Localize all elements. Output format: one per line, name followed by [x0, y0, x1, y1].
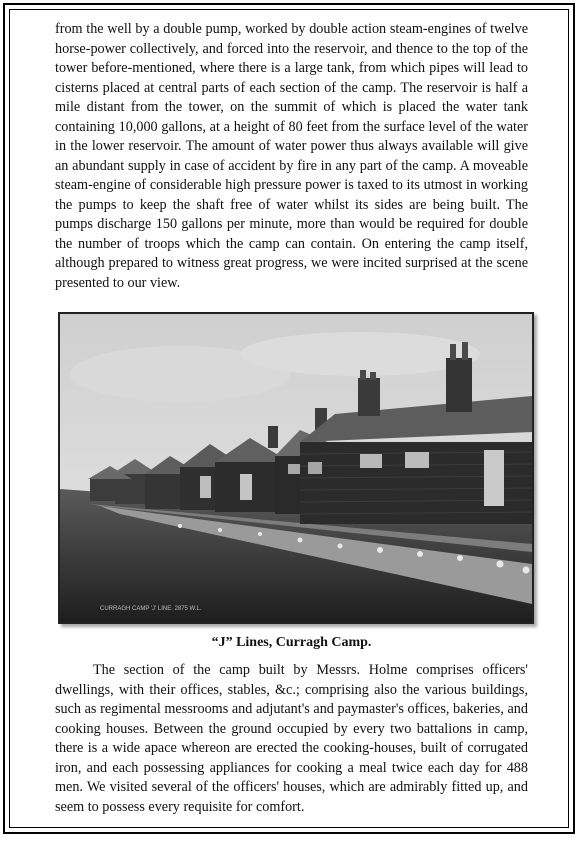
photo-inscription: CURRAGH CAMP 'J' LINE. 2875 W.L.: [100, 606, 202, 612]
paragraph-2: The section of the camp built by Messrs. Holme comprises officers' dwellings, with their offices, stables, &c.; comprising also the various buildings, such as regimental messrooms and adjutant's and paymaster's offices, bakeries, and cooking houses. Between the ground occupied by every two battalions in camp, there is a wide apace whereon are erected the cooking-houses, built of corrugated iron, and each possessing appliances for cooking a meal twice each day for 488 men. We visited several of the officers' houses, which are admirably fitted up, and seem to possess every requisite for comfort.: [55, 662, 528, 815]
photograph-j-lines: [58, 312, 534, 624]
paragraph-1: from the well by a double pump, worked by double action steam-engines of twelve horse-power collectively, and forced into the reservoir, and thence to the top of the tower before-mentioned, where there is a large tank, from which pipes will lead to cisterns placed at central parts of each section of the camp. The reservoir is half a mile distant from the tower, on the summit of which is placed the water tank containing 10,000 gallons, at a height of 80 feet from the surface level of the water in the lower reservoir. The amount of water power thus always available will give an abundant supply in case of accident by fire in any part of the camp. A moveable steam-engine of considerable high pressure power is taxed to its utmost in working the pumps to keep the shaft free of water whilst its sides are being built. The pumps discharge 150 gallons per minute, more than would be required for double the number of troops which the camp can contain. On entering the camp itself, although prepared to witness great progress, we were incited surprised at the scene presented to our view.: [55, 21, 528, 291]
figure-caption: “J” Lines, Curragh Camp.: [211, 635, 372, 650]
